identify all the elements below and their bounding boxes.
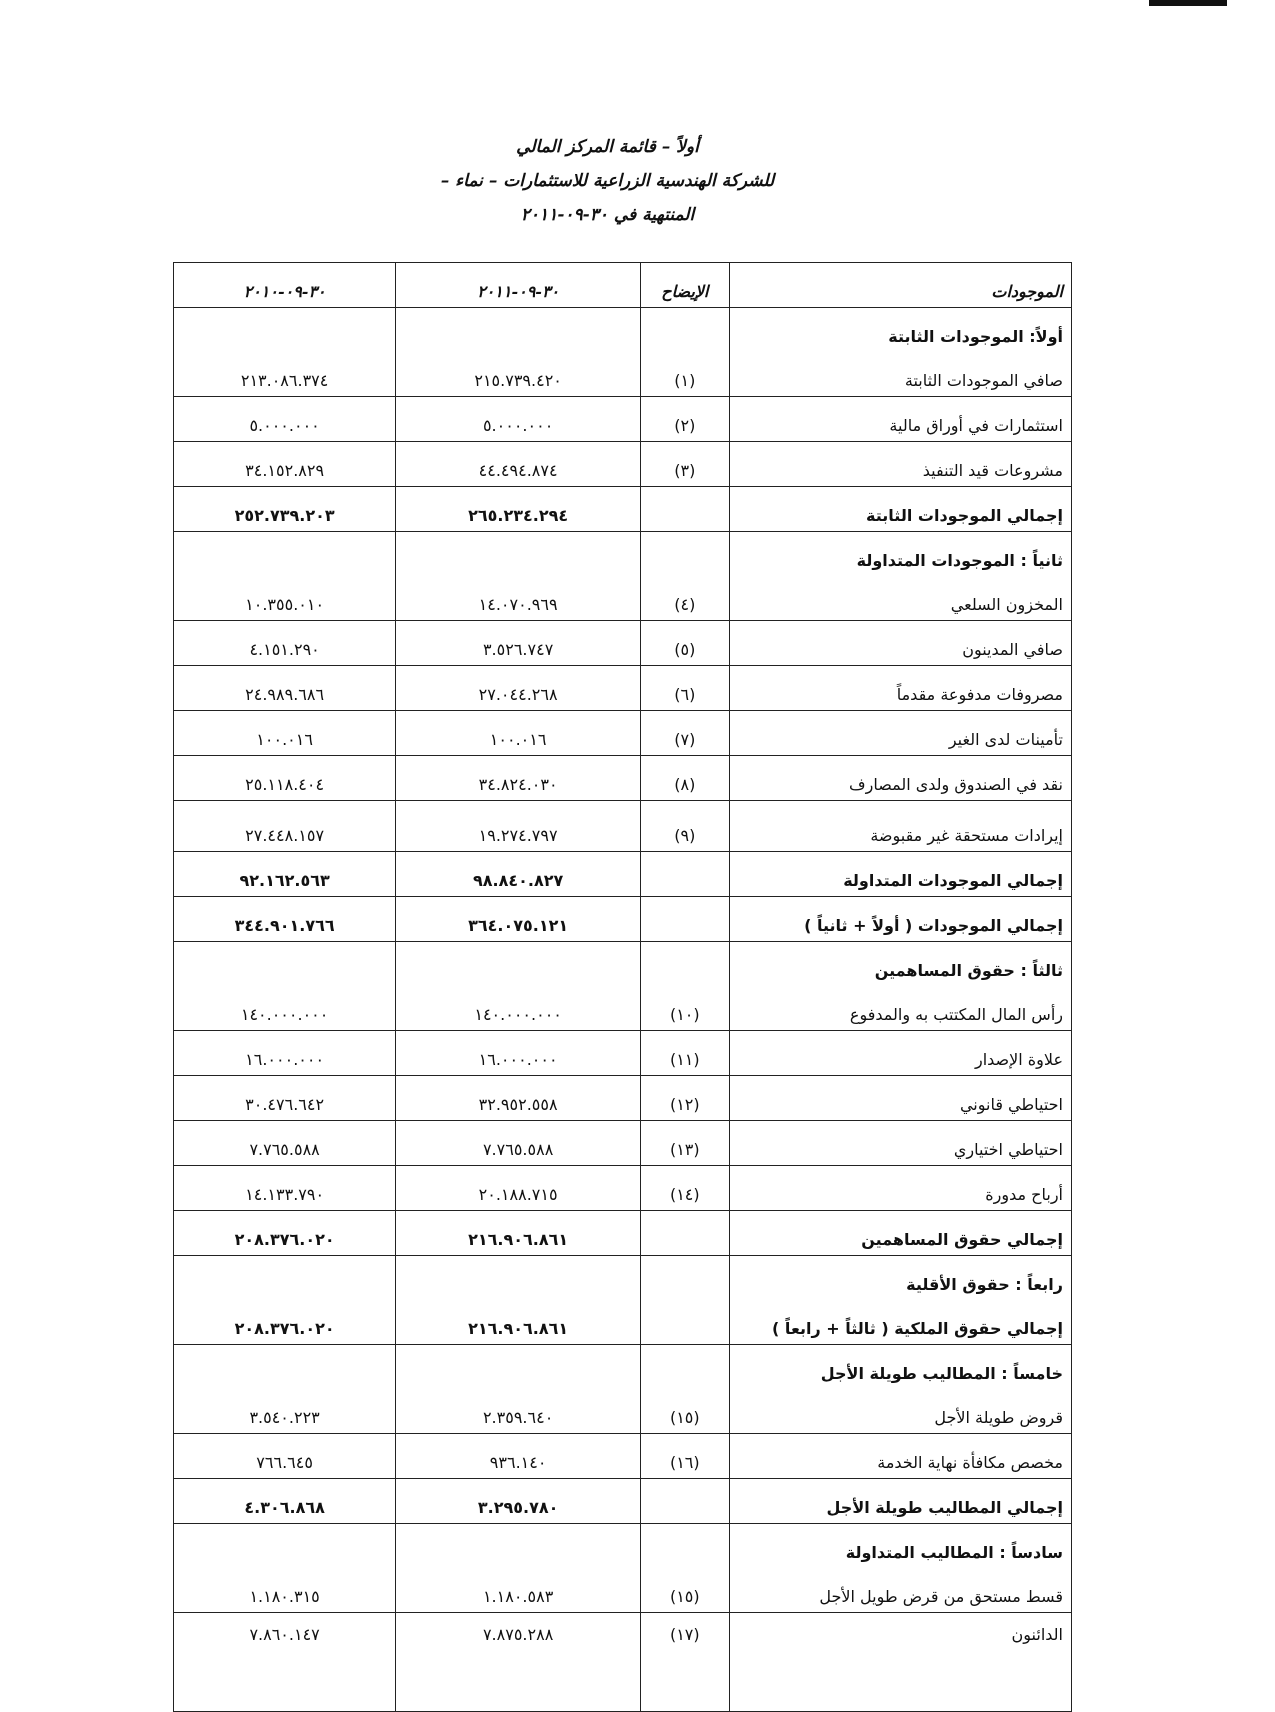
row-previous xyxy=(174,1345,396,1390)
row-current: ٣.٢٩٥.٧٨٠ xyxy=(396,1479,641,1524)
row-current: ٧.٨٧٥.٢٨٨ xyxy=(396,1613,641,1712)
row-note xyxy=(641,1524,730,1569)
total-row xyxy=(174,897,1072,942)
row-label: استثمارات في أوراق مالية xyxy=(729,397,1071,442)
table-row xyxy=(174,711,1072,756)
table-row xyxy=(174,942,1072,987)
table-row xyxy=(174,442,1072,487)
row-previous: ١٠.٣٥٥.٠١٠ xyxy=(174,576,396,621)
table-row xyxy=(174,801,1072,852)
row-current xyxy=(396,308,641,353)
row-current: ٢٦٥.٢٣٤.٢٩٤ xyxy=(396,487,641,532)
table-row xyxy=(174,1076,1072,1121)
row-label: أولاً: الموجودات الثابتة xyxy=(729,308,1071,353)
row-note: (٤) xyxy=(641,576,730,621)
row-label: إجمالي المطاليب طويلة الأجل xyxy=(729,1479,1071,1524)
row-current: ٢٠.١٨٨.٧١٥ xyxy=(396,1166,641,1211)
row-note xyxy=(641,1479,730,1524)
row-label: إجمالي الموجودات ( أولاً + ثانياً ) xyxy=(729,897,1071,942)
row-note xyxy=(641,487,730,532)
table-row xyxy=(174,1524,1072,1569)
row-current: ٢١٦.٩٠٦.٨٦١ xyxy=(396,1300,641,1345)
row-current xyxy=(396,1256,641,1301)
row-label: احتياطي قانوني xyxy=(729,1076,1071,1121)
table-row xyxy=(174,986,1072,1031)
row-note xyxy=(641,308,730,353)
row-previous: ١٠٠.٠١٦ xyxy=(174,711,396,756)
row-note: (١٠) xyxy=(641,986,730,1031)
table-row xyxy=(174,352,1072,397)
row-previous: ٧٦٦.٦٤٥ xyxy=(174,1434,396,1479)
row-note xyxy=(641,1300,730,1345)
row-label: إجمالي الموجودات المتداولة xyxy=(729,852,1071,897)
row-previous: ٢٥٢.٧٣٩.٢٠٣ xyxy=(174,487,396,532)
row-previous: ٢٥.١١٨.٤٠٤ xyxy=(174,756,396,801)
row-current: ٤٤.٤٩٤.٨٧٤ xyxy=(396,442,641,487)
row-previous: ١.١٨٠.٣١٥ xyxy=(174,1568,396,1613)
row-previous: ٧.٧٦٥.٥٨٨ xyxy=(174,1121,396,1166)
total-row xyxy=(174,487,1072,532)
col-header-note: الإيضاح xyxy=(641,263,730,308)
statement-title: أولاً – قائمة المركز المالي xyxy=(516,137,699,157)
table-row xyxy=(174,621,1072,666)
row-current: ١٦.٠٠٠.٠٠٠ xyxy=(396,1031,641,1076)
row-current: ٢٧.٠٤٤.٢٦٨ xyxy=(396,666,641,711)
row-note: (١٢) xyxy=(641,1076,730,1121)
total-row xyxy=(174,852,1072,897)
row-current: ١٤٠.٠٠٠.٠٠٠ xyxy=(396,986,641,1031)
row-label: ثالثاً : حقوق المساهمين xyxy=(729,942,1071,987)
row-note: (١٣) xyxy=(641,1121,730,1166)
row-current xyxy=(396,1524,641,1569)
row-current: ٧.٧٦٥.٥٨٨ xyxy=(396,1121,641,1166)
row-label: احتياطي اختياري xyxy=(729,1121,1071,1166)
row-previous: ١٤٠.٠٠٠.٠٠٠ xyxy=(174,986,396,1031)
row-label: مصروفات مدفوعة مقدماً xyxy=(729,666,1071,711)
total-row xyxy=(174,1211,1072,1256)
table-row xyxy=(174,308,1072,353)
row-note xyxy=(641,897,730,942)
row-label: نقد في الصندوق ولدى المصارف xyxy=(729,756,1071,801)
row-current: ٢١٥.٧٣٩.٤٢٠ xyxy=(396,352,641,397)
col-header-current-year: ٣٠-٠٩-٢٠١١ xyxy=(396,263,641,308)
row-previous: ٤.١٥١.٢٩٠ xyxy=(174,621,396,666)
row-note xyxy=(641,1211,730,1256)
row-previous xyxy=(174,308,396,353)
row-note xyxy=(641,532,730,577)
row-previous: ٢٤.٩٨٩.٦٨٦ xyxy=(174,666,396,711)
row-previous: ٢١٣.٠٨٦.٣٧٤ xyxy=(174,352,396,397)
row-label: قسط مستحق من قرض طويل الأجل xyxy=(729,1568,1071,1613)
row-previous: ٣٤٤.٩٠١.٧٦٦ xyxy=(174,897,396,942)
financial-position-table xyxy=(173,262,1072,1712)
table-row xyxy=(174,1345,1072,1390)
row-previous: ٤.٣٠٦.٨٦٨ xyxy=(174,1479,396,1524)
table-row xyxy=(174,1031,1072,1076)
row-note xyxy=(641,1345,730,1390)
row-note: (٨) xyxy=(641,756,730,801)
row-note: (١) xyxy=(641,352,730,397)
row-previous: ٢٠٨.٣٧٦.٠٢٠ xyxy=(174,1211,396,1256)
row-previous: ٩٢.١٦٢.٥٦٣ xyxy=(174,852,396,897)
table-row xyxy=(174,1613,1072,1712)
row-previous: ٣.٥٤٠.٢٢٣ xyxy=(174,1389,396,1434)
row-current: ٩٣٦.١٤٠ xyxy=(396,1434,641,1479)
row-current: ٥.٠٠٠.٠٠٠ xyxy=(396,397,641,442)
table-row xyxy=(174,666,1072,711)
row-label: أرباح مدورة xyxy=(729,1166,1071,1211)
col-header-assets: الموجودات xyxy=(729,263,1071,308)
row-current: ٣٦٤.٠٧٥.١٢١ xyxy=(396,897,641,942)
row-note: (٧) xyxy=(641,711,730,756)
table-row xyxy=(174,576,1072,621)
table-row xyxy=(174,1389,1072,1434)
row-label: مخصص مكافأة نهاية الخدمة xyxy=(729,1434,1071,1479)
row-label: رابعاً : حقوق الأقلية xyxy=(729,1256,1071,1301)
statement-header xyxy=(0,130,1275,232)
scan-edge-mark xyxy=(1149,0,1227,6)
row-label: خامساً : المطاليب طويلة الأجل xyxy=(729,1345,1071,1390)
row-previous: ٧.٨٦٠.١٤٧ xyxy=(174,1613,396,1712)
row-label: صافي الموجودات الثابتة xyxy=(729,352,1071,397)
total-row xyxy=(174,1479,1072,1524)
row-note: (١٧) xyxy=(641,1613,730,1712)
table-row xyxy=(174,1256,1072,1301)
row-current: ١٠٠.٠١٦ xyxy=(396,711,641,756)
row-previous: ٢٧.٤٤٨.١٥٧ xyxy=(174,801,396,852)
table-row xyxy=(174,756,1072,801)
row-note: (١٥) xyxy=(641,1389,730,1434)
row-note: (٢) xyxy=(641,397,730,442)
table-row xyxy=(174,397,1072,442)
row-previous xyxy=(174,1524,396,1569)
table-row xyxy=(174,532,1072,577)
row-label: ثانياً : الموجودات المتداولة xyxy=(729,532,1071,577)
row-note xyxy=(641,852,730,897)
row-current: ٣.٥٢٦.٧٤٧ xyxy=(396,621,641,666)
row-label: إجمالي الموجودات الثابتة xyxy=(729,487,1071,532)
row-label: المخزون السلعي xyxy=(729,576,1071,621)
col-header-previous-year: ٣٠-٠٩-٢٠١٠ xyxy=(174,263,396,308)
table-row xyxy=(174,1434,1072,1479)
row-current: ٣٢.٩٥٢.٥٥٨ xyxy=(396,1076,641,1121)
row-previous xyxy=(174,942,396,987)
table-row xyxy=(174,1568,1072,1613)
row-current: ٩٨.٨٤٠.٨٢٧ xyxy=(396,852,641,897)
row-current xyxy=(396,1345,641,1390)
row-previous: ١٤.١٣٣.٧٩٠ xyxy=(174,1166,396,1211)
row-previous: ٣٤.١٥٢.٨٢٩ xyxy=(174,442,396,487)
row-previous xyxy=(174,532,396,577)
row-label: الدائنون xyxy=(729,1613,1071,1712)
row-previous: ٥.٠٠٠.٠٠٠ xyxy=(174,397,396,442)
row-current xyxy=(396,532,641,577)
row-note: (١٥) xyxy=(641,1568,730,1613)
row-note: (١٦) xyxy=(641,1434,730,1479)
table-row xyxy=(174,1166,1072,1211)
row-current xyxy=(396,942,641,987)
row-label: قروض طويلة الأجل xyxy=(729,1389,1071,1434)
row-current: ٣٤.٨٢٤.٠٣٠ xyxy=(396,756,641,801)
row-previous xyxy=(174,1256,396,1301)
row-note xyxy=(641,942,730,987)
row-current: ١.١٨٠.٥٨٣ xyxy=(396,1568,641,1613)
row-current: ٢١٦.٩٠٦.٨٦١ xyxy=(396,1211,641,1256)
row-label: تأمينات لدى الغير xyxy=(729,711,1071,756)
row-note: (٦) xyxy=(641,666,730,711)
row-note: (٩) xyxy=(641,801,730,852)
row-note: (١١) xyxy=(641,1031,730,1076)
row-note: (٣) xyxy=(641,442,730,487)
row-label: رأس المال المكتتب به والمدفوع xyxy=(729,986,1071,1031)
row-previous: ٢٠٨.٣٧٦.٠٢٠ xyxy=(174,1300,396,1345)
row-note: (٥) xyxy=(641,621,730,666)
row-label: مشروعات قيد التنفيذ xyxy=(729,442,1071,487)
table-header-row xyxy=(174,263,1072,308)
row-current: ١٩.٢٧٤.٧٩٧ xyxy=(396,801,641,852)
row-previous: ٣٠.٤٧٦.٦٤٢ xyxy=(174,1076,396,1121)
period-end: المنتهية في ٣٠-٠٩-٢٠١١ xyxy=(520,205,695,225)
row-label: إيرادات مستحقة غير مقبوضة xyxy=(729,801,1071,852)
row-current: ٢.٣٥٩.٦٤٠ xyxy=(396,1389,641,1434)
row-label: سادساً : المطاليب المتداولة xyxy=(729,1524,1071,1569)
total-row xyxy=(174,1300,1072,1345)
row-note xyxy=(641,1256,730,1301)
row-previous: ١٦.٠٠٠.٠٠٠ xyxy=(174,1031,396,1076)
row-label: إجمالي حقوق الملكية ( ثالثاً + رابعاً ) xyxy=(729,1300,1071,1345)
row-note: (١٤) xyxy=(641,1166,730,1211)
table-row xyxy=(174,1121,1072,1166)
row-current: ١٤.٠٧٠.٩٦٩ xyxy=(396,576,641,621)
row-label: علاوة الإصدار xyxy=(729,1031,1071,1076)
row-label: صافي المدينون xyxy=(729,621,1071,666)
company-name: للشركة الهندسية الزراعية للاستثمارات – نماء – xyxy=(440,171,775,191)
row-label: إجمالي حقوق المساهمين xyxy=(729,1211,1071,1256)
